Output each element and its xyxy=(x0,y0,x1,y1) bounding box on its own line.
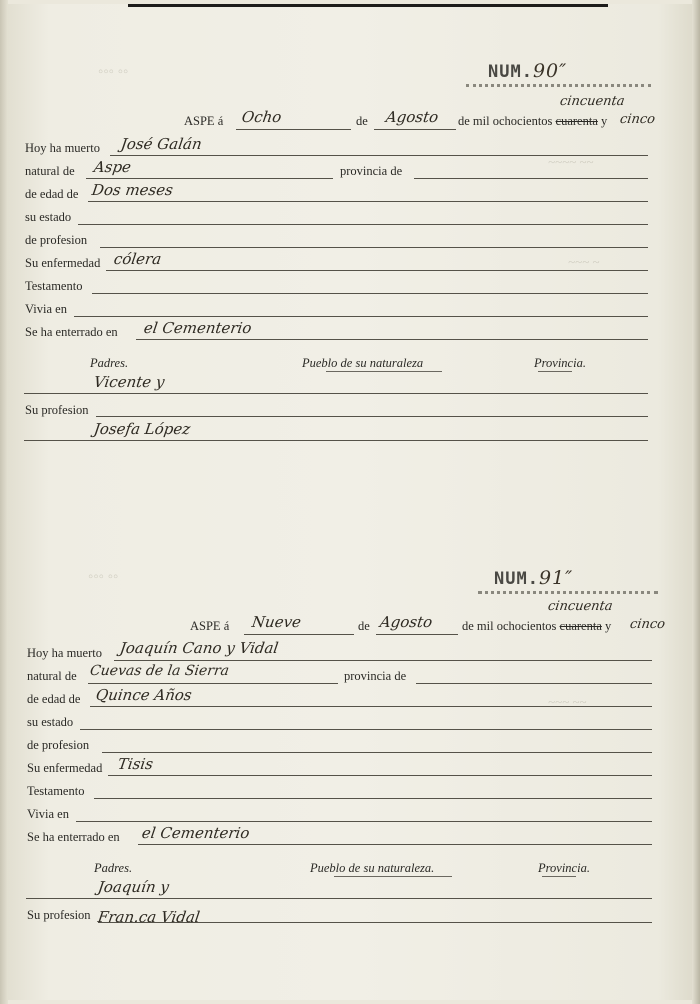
profession-label: de profesion xyxy=(25,233,88,247)
field-line xyxy=(92,293,648,294)
year-units-value: cinco xyxy=(618,112,656,127)
illness-label: Su enfermedad xyxy=(25,256,101,270)
status-label: su estado xyxy=(25,210,72,224)
province-column-label: Provincia. xyxy=(534,356,586,370)
buried-label: Se ha enterrado en xyxy=(27,830,120,844)
place-label: ASPE á xyxy=(184,114,224,128)
illness-value: cólera xyxy=(112,250,163,268)
field-line xyxy=(88,683,338,684)
parents-label: Padres. xyxy=(90,356,129,370)
buried-label: Se ha enterrado en xyxy=(25,325,118,339)
province-column-label: Provincia. xyxy=(538,861,590,875)
field-line xyxy=(114,660,652,661)
illness-label: Su enfermedad xyxy=(27,761,103,775)
field-line xyxy=(110,155,648,156)
natural-label: natural de xyxy=(25,164,75,178)
mother-value: Josefa López xyxy=(92,420,192,438)
natural-value: Aspe xyxy=(92,158,133,176)
field-line xyxy=(100,247,648,248)
father-value: Vicente y xyxy=(92,373,166,391)
page-edge-left xyxy=(0,0,8,1004)
number-underline xyxy=(478,591,658,598)
age-value: Dos meses xyxy=(90,181,175,199)
page-edge-right xyxy=(692,0,700,1004)
field-line xyxy=(90,706,652,707)
bleed-through-mark: ~~~ ~~ xyxy=(548,694,587,709)
label-underline xyxy=(542,876,576,877)
father-value: Joaquín y xyxy=(96,878,171,896)
field-line xyxy=(96,416,648,417)
deceased-name: José Galán xyxy=(119,135,203,153)
field-line xyxy=(78,224,648,225)
field-line xyxy=(138,844,652,845)
field-line xyxy=(414,178,648,179)
record-number: NUM.90″ xyxy=(488,60,568,82)
field-line xyxy=(80,729,652,730)
day-value: Ocho xyxy=(240,108,283,126)
field-line xyxy=(106,270,648,271)
field-line xyxy=(94,798,652,799)
parents-profession-label: Su profesion xyxy=(25,403,89,417)
field-line xyxy=(102,752,652,753)
testament-label: Testamento xyxy=(27,784,85,798)
deceased-name: Joaquín Cano y Vidal xyxy=(118,639,280,657)
label-underline xyxy=(334,876,452,877)
field-line xyxy=(26,898,652,899)
label-underline xyxy=(538,371,572,372)
field-line xyxy=(88,201,648,202)
profession-label: de profesion xyxy=(27,738,90,752)
field-line xyxy=(376,634,458,635)
month-value: Agosto xyxy=(378,613,434,631)
place-label: ASPE á xyxy=(190,619,230,633)
dead-label: Hoy ha muerto xyxy=(27,646,102,660)
register-page xyxy=(8,4,692,1000)
birth-town-label: Pueblo de su naturaleza xyxy=(302,356,424,370)
year-label: de mil ochocientos cuarenta y xyxy=(458,114,608,128)
bleed-through-mark: ◦◦◦ ◦◦ xyxy=(88,569,119,585)
parents-profession-label: Su profesion xyxy=(27,908,91,922)
year-tens-value: cincuenta xyxy=(558,94,626,109)
field-line xyxy=(24,440,648,441)
age-label: de edad de xyxy=(27,692,81,706)
field-line xyxy=(74,316,648,317)
status-label: su estado xyxy=(27,715,74,729)
lived-label: Vivia en xyxy=(27,807,69,821)
field-line xyxy=(236,129,351,130)
field-line xyxy=(136,339,648,340)
parents-label: Padres. xyxy=(94,861,133,875)
mother-value: Fran.ca Vidal xyxy=(96,908,202,926)
label-underline xyxy=(326,371,442,372)
bleed-through-mark: ~~~ ~ xyxy=(568,254,600,269)
age-label: de edad de xyxy=(25,187,79,201)
record-number: NUM.91″ xyxy=(494,567,574,589)
field-line xyxy=(108,775,652,776)
field-line xyxy=(76,821,652,822)
dead-label: Hoy ha muerto xyxy=(25,141,100,155)
province-label: provincia de xyxy=(344,669,407,683)
natural-value: Cuevas de la Sierra xyxy=(88,663,231,679)
field-line xyxy=(244,634,354,635)
field-line xyxy=(374,129,456,130)
year-label: de mil ochocientos cuarenta y xyxy=(462,619,612,633)
number-underline xyxy=(466,84,651,91)
birth-town-label: Pueblo de su naturaleza. xyxy=(310,861,435,875)
year-units-value: cinco xyxy=(628,617,666,632)
illness-value: Tisis xyxy=(116,755,155,773)
month-value: Agosto xyxy=(384,108,440,126)
year-tens-value: cincuenta xyxy=(546,599,614,614)
burial-place-value: el Cementerio xyxy=(142,319,253,337)
province-label: provincia de xyxy=(340,164,403,178)
field-line xyxy=(86,178,333,179)
de-label: de xyxy=(358,619,370,633)
bleed-through-mark: ◦◦◦ ◦◦ xyxy=(98,64,129,80)
age-value: Quince Años xyxy=(94,686,193,704)
field-line xyxy=(416,683,652,684)
testament-label: Testamento xyxy=(25,279,83,293)
burial-place-value: el Cementerio xyxy=(140,824,251,842)
page-edge-top xyxy=(128,4,608,7)
natural-label: natural de xyxy=(27,669,77,683)
de-label: de xyxy=(356,114,368,128)
day-value: Nueve xyxy=(250,613,303,631)
bleed-through-mark: ~~~~ ~~ xyxy=(548,154,594,169)
lived-label: Vivia en xyxy=(25,302,67,316)
field-line xyxy=(24,393,648,394)
